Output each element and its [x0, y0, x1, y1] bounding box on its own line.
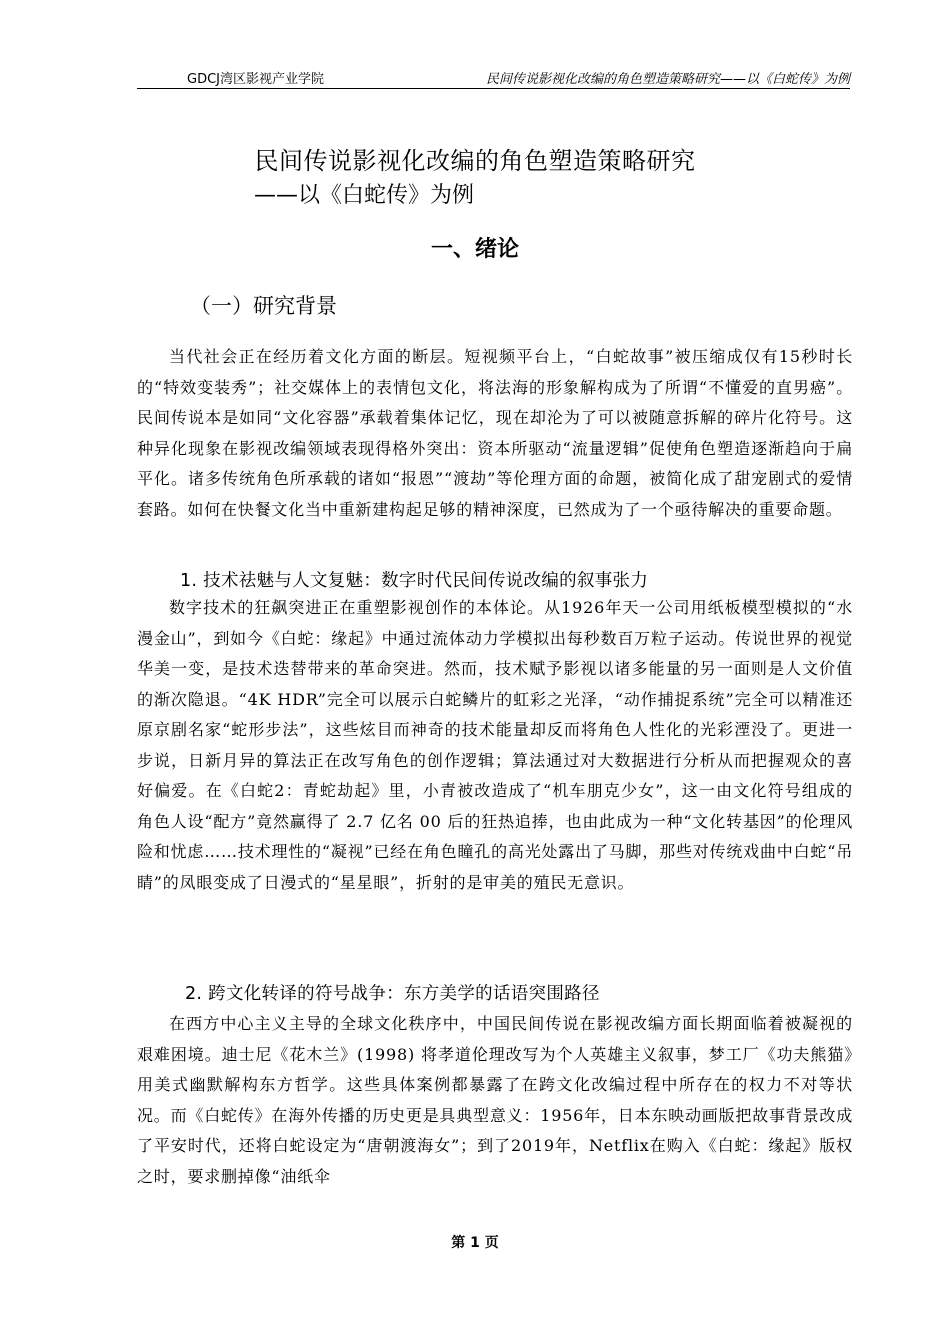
- header-institution: GDCJ湾区影视产业学院: [187, 72, 324, 87]
- body-paragraph-1: 当代社会正在经历着文化方面的断层。短视频平台上，“白蛇故事”被压缩成仅有15秒时长的“特效变装秀”；社交媒体上的表情包文化，将法海的形象解构成为了所谓“不懂爱的直男癌”。民间传说本是如同“文化容器”承载着集体记忆，现在却沦为了可以被随意拆解的碎片化符号。这种异化现象在影视改编领域表现得格外突出：资本所驱动“流量逻辑”促使角色塑造逐渐趋向于扁平化。诸多传统角色所承载的诸如“报恩”“渡劫”等伦理方面的命题，被简化成了甜宠剧式的爱情套路。如何在快餐文化当中重新建构起足够的精神深度，已然成为了一个亟待解决的重要命题。: [137, 347, 853, 519]
- document-title: 民间传说影视化改编的角色塑造策略研究: [254, 147, 696, 175]
- document-subtitle: ——以《白蛇传》为例: [254, 183, 475, 208]
- page-number: 第 1 页: [451, 1235, 499, 1251]
- chapter-heading: 一、绪论: [430, 237, 519, 262]
- subsection-heading-2: 2. 跨文化转译的符号战争：东方美学的话语突围路径: [185, 984, 600, 1004]
- subsection-heading-1: 1. 技术祛魅与人文复魅：数字时代民间传说改编的叙事张力: [180, 571, 649, 591]
- page-header: [137, 66, 850, 89]
- body-paragraph-3: 在西方中心主义主导的全球文化秩序中，中国民间传说在影视改编方面长期面临着被凝视的艰难困境。迪士尼《花木兰》(1998) 将孝道伦理改写为个人英雄主义叙事，梦工厂《功夫熊猫》用美式幽默解构东方哲学。这些具体案例都暴露了在跨文化改编过程中所存在的权力不对等状况。而《白蛇传》在海外传播的历史更是具典型意义：1956年，日本东映动画版把故事背景改成了平安时代，还将白蛇设定为“唐朝渡海女”；到了2019年，Netflix在购入《白蛇：缘起》版权之时，要求删掉像“油纸伞: [137, 1014, 853, 1186]
- header-running-title: 民间传说影视化改编的角色塑造策略研究——以《白蛇传》为例: [485, 72, 850, 87]
- section-heading: （一）研究背景: [190, 294, 337, 318]
- body-paragraph-2: 数字技术的狂飙突进正在重塑影视创作的本体论。从1926年天一公司用纸板模型模拟的“水漫金山”，到如今《白蛇：缘起》中通过流体动力学模拟出每秒数百万粒子运动。传说世界的视觉华美一变，是技术迭替带来的革命突进。然而，技术赋予影视以诸多能量的另一面则是人文价值的渐次隐退。“4K HDR”完全可以展示白蛇鳞片的虹彩之光泽，“动作捕捉系统”完全可以精准还原京剧名家“蛇形步法”，这些炫目而神奇的技术能量却反而将角色人性化的光彩湮没了。更进一步说，日新月异的算法正在改写角色的创作逻辑；算法通过对大数据进行分析从而把握观众的喜好偏爱。在《白蛇2：青蛇劫起》里，小青被改造成了“机车朋克少女”，这一由文化符号组成的角色人设“配方”竟然赢得了 2.7 亿名 00 后的狂热追捧，也由此成为一种“文化转基因”的伦理风险和忧虑……技术理性的“凝视”已经在角色瞳孔的高光处露出了马脚，那些对传统戏曲中白蛇“吊睛”的凤眼变成了日漫式的“星星眼”，折射的是审美的殖民无意识。: [137, 598, 853, 892]
